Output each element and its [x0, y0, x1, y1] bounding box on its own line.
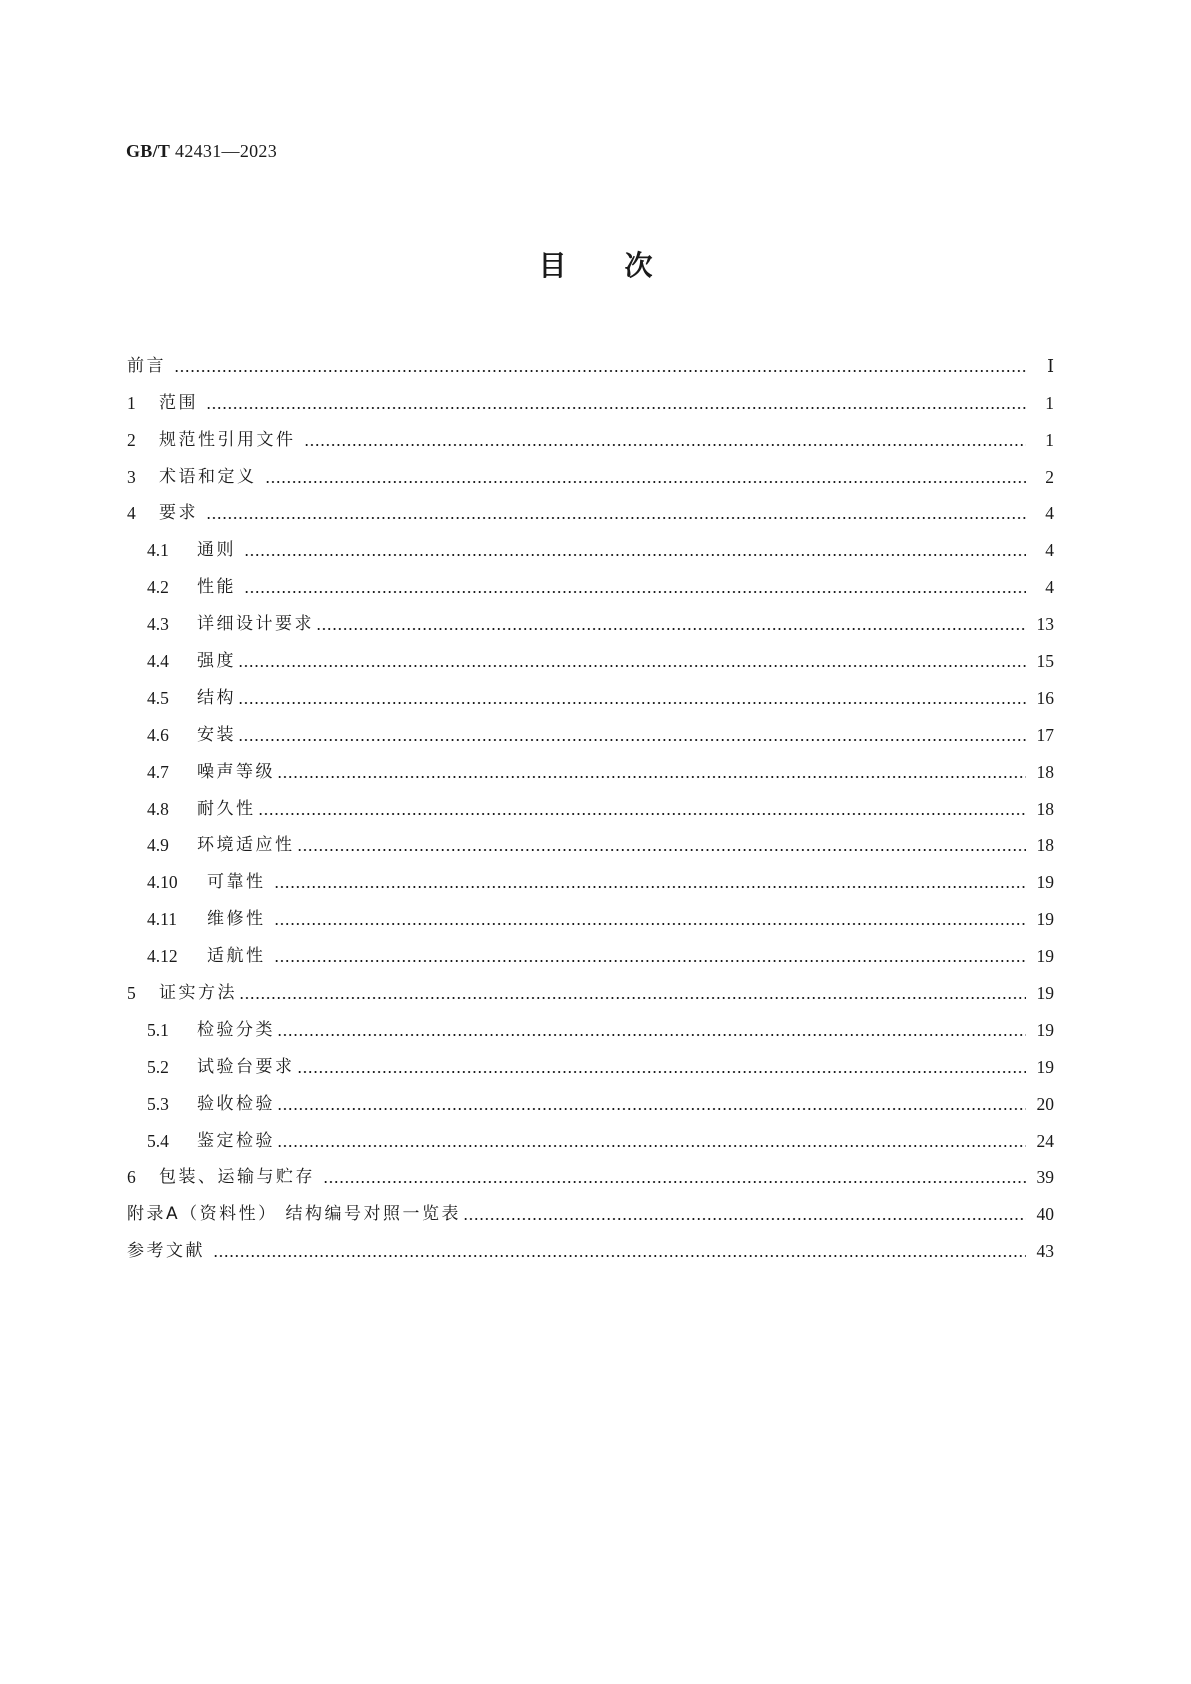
toc-leader-dots [206, 406, 1026, 410]
toc-page-number: 20 [1036, 1093, 1054, 1114]
toc-section-number: 4.5 [147, 687, 169, 708]
toc-leader-dots [274, 959, 1027, 963]
toc-label: 参考文献 [127, 1241, 205, 1262]
toc-section-number: 4.1 [147, 540, 169, 561]
toc-label: 详细设计要求 [197, 614, 314, 635]
toc-page-number: 19 [1036, 983, 1054, 1004]
toc-leader-dots [244, 590, 1026, 594]
toc-label: 术语和定义 [159, 466, 257, 487]
toc-leader-dots [239, 996, 1026, 1000]
toc-entry-5-1[interactable] [127, 1004, 1054, 1041]
toc-leader-dots [258, 812, 1027, 816]
toc-section-number: 5.3 [147, 1093, 169, 1114]
toc-page-number: Ⅰ [1047, 355, 1054, 376]
toc-label: 适航性 [207, 946, 266, 967]
toc-entry-4-1[interactable] [127, 524, 1054, 561]
toc-entry-5[interactable] [127, 967, 1054, 1004]
toc-entry-4-10[interactable] [127, 856, 1054, 893]
toc-page-number: 18 [1036, 798, 1054, 819]
toc-label: 要求 [159, 503, 198, 524]
toc-page-number: 16 [1036, 687, 1054, 708]
toc-page-number: 2 [1045, 466, 1054, 487]
toc-label: 范围 [159, 392, 198, 413]
toc-label: 附录A（资料性） 结构编号对照一览表 [127, 1204, 462, 1225]
toc-section-number: 5.4 [147, 1130, 169, 1151]
toc-entry-4-8[interactable] [127, 783, 1054, 820]
toc-leader-dots [463, 1217, 1026, 1221]
toc-entry-5-2[interactable] [127, 1041, 1054, 1078]
toc-label: 试验台要求 [197, 1056, 295, 1077]
toc-label: 噪声等级 [197, 761, 275, 782]
toc-entry-3[interactable] [127, 451, 1054, 488]
toc-entry-5-4[interactable] [127, 1115, 1054, 1152]
toc-leader-dots [238, 738, 1026, 742]
toc-section-number: 4.11 [147, 909, 177, 930]
toc-page-number: 17 [1036, 724, 1054, 745]
toc-section-number: 4 [127, 503, 136, 524]
toc-page-number: 43 [1036, 1241, 1054, 1262]
toc-label: 可靠性 [207, 872, 266, 893]
toc-section-number: 4.9 [147, 835, 169, 856]
toc-leader-dots [274, 922, 1027, 926]
toc-label: 通则 [197, 540, 236, 561]
toc-leader-dots [277, 1033, 1026, 1037]
toc-section-number: 4.6 [147, 724, 169, 745]
toc-page-number: 19 [1036, 1019, 1054, 1040]
toc-entry-foreword[interactable] [127, 340, 1054, 377]
toc-entry-4-9[interactable] [127, 820, 1054, 857]
toc-leader-dots [265, 480, 1027, 484]
toc-label: 检验分类 [197, 1019, 275, 1040]
standard-prefix: GB/T [126, 141, 171, 161]
toc-page-number: 19 [1036, 872, 1054, 893]
toc-section-number: 4.2 [147, 577, 169, 598]
standard-code [126, 141, 277, 162]
toc-label: 前言 [127, 355, 166, 376]
toc-page-number: 40 [1036, 1204, 1054, 1225]
toc-section-number: 5 [127, 983, 136, 1004]
standard-number: 42431—2023 [175, 141, 278, 161]
toc-label: 强度 [197, 651, 236, 672]
toc-entry-4-12[interactable] [127, 930, 1054, 967]
toc-entry-4-2[interactable] [127, 561, 1054, 598]
toc-entry-4-3[interactable] [127, 598, 1054, 635]
toc-section-number: 6 [127, 1167, 136, 1188]
toc-leader-dots [297, 1070, 1027, 1074]
toc-page-number: 1 [1045, 392, 1054, 413]
toc-entry-4-7[interactable] [127, 746, 1054, 783]
toc-entry-bibliography[interactable] [127, 1225, 1054, 1262]
toc-page-number: 24 [1036, 1130, 1054, 1151]
toc-leader-dots [206, 516, 1026, 520]
toc-leader-dots [213, 1254, 1026, 1258]
toc-label: 规范性引用文件 [159, 429, 296, 450]
toc-section-number: 2 [127, 429, 136, 450]
page-title: 目次 [538, 249, 711, 282]
toc-entry-4[interactable] [127, 488, 1054, 525]
toc-section-number: 4.12 [147, 946, 178, 967]
toc-label: 验收检验 [197, 1093, 275, 1114]
toc-entry-4-5[interactable] [127, 672, 1054, 709]
toc-page-number: 13 [1036, 614, 1054, 635]
toc-entry-2[interactable] [127, 414, 1054, 451]
toc-page-number: 18 [1036, 835, 1054, 856]
toc-label: 鉴定检验 [197, 1130, 275, 1151]
toc-section-number: 5.2 [147, 1056, 169, 1077]
toc-section-number: 5.1 [147, 1019, 169, 1040]
toc-page-number: 19 [1036, 946, 1054, 967]
toc-leader-dots [277, 775, 1026, 779]
toc-leader-dots [297, 848, 1027, 852]
toc-label: 包装、运输与贮存 [159, 1167, 315, 1188]
table-of-contents [127, 340, 1054, 1262]
toc-label: 维修性 [207, 909, 266, 930]
toc-entry-4-6[interactable] [127, 709, 1054, 746]
toc-label: 耐久性 [197, 798, 256, 819]
toc-section-number: 4.4 [147, 651, 169, 672]
toc-page-number: 4 [1045, 503, 1054, 524]
toc-leader-dots [274, 885, 1027, 889]
toc-entry-4-11[interactable] [127, 893, 1054, 930]
toc-label: 证实方法 [159, 983, 237, 1004]
toc-entry-4-4[interactable] [127, 635, 1054, 672]
toc-label: 安装 [197, 724, 236, 745]
toc-page-number: 39 [1036, 1167, 1054, 1188]
toc-leader-dots [238, 664, 1026, 668]
toc-page-number: 4 [1045, 540, 1054, 561]
toc-page-number: 19 [1036, 1056, 1054, 1077]
toc-page-number: 1 [1045, 429, 1054, 450]
toc-page-number: 19 [1036, 909, 1054, 930]
toc-leader-dots [244, 553, 1026, 557]
toc-page-number: 4 [1045, 577, 1054, 598]
toc-page-number: 18 [1036, 761, 1054, 782]
toc-leader-dots [277, 1144, 1026, 1148]
toc-section-number: 4.3 [147, 614, 169, 635]
toc-entry-6[interactable] [127, 1152, 1054, 1189]
toc-leader-dots [238, 701, 1026, 705]
toc-label: 结构 [197, 687, 236, 708]
toc-section-number: 4.7 [147, 761, 169, 782]
toc-section-number: 1 [127, 392, 136, 413]
toc-leader-dots [323, 1180, 1026, 1184]
toc-label: 环境适应性 [197, 835, 295, 856]
toc-entry-1[interactable] [127, 377, 1054, 414]
toc-entry-5-3[interactable] [127, 1078, 1054, 1115]
toc-entry-appendix-a[interactable] [127, 1188, 1054, 1225]
toc-section-number: 4.8 [147, 798, 169, 819]
toc-page-number: 15 [1036, 651, 1054, 672]
toc-leader-dots [277, 1107, 1026, 1111]
toc-leader-dots [304, 443, 1027, 447]
toc-leader-dots [174, 369, 1026, 373]
toc-leader-dots [316, 627, 1026, 631]
toc-section-number: 4.10 [147, 872, 178, 893]
toc-label: 性能 [197, 577, 236, 598]
toc-section-number: 3 [127, 466, 136, 487]
